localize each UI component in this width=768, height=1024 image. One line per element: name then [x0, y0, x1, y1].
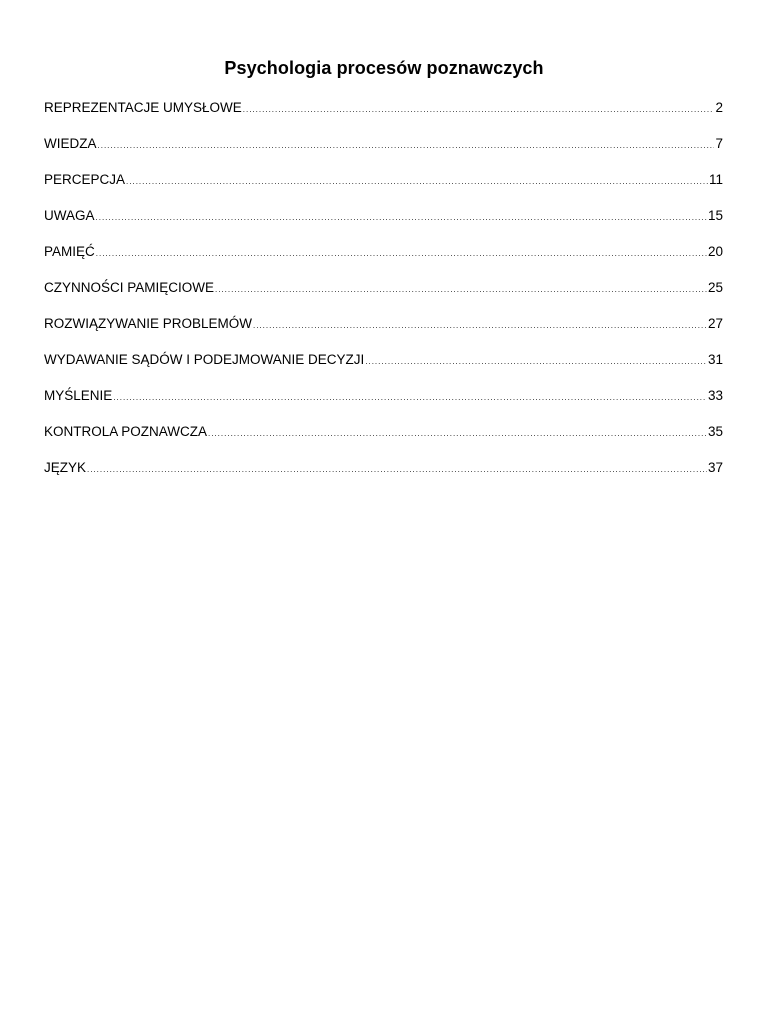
dot-leader — [208, 424, 707, 444]
dot-leader — [253, 316, 707, 336]
toc-entry[interactable] — [44, 350, 723, 386]
toc-entry-label: REPREZENTACJE UMYSŁOWE — [44, 100, 242, 115]
toc-entry-page-number: 27 — [707, 316, 723, 331]
dot-leader — [96, 244, 707, 264]
dot-leader — [126, 172, 708, 192]
toc-entry-page-number: 25 — [707, 280, 723, 295]
dot-leader — [98, 136, 715, 156]
toc-entry-label: MYŚLENIE — [44, 388, 113, 403]
toc-entry-page-number: 2 — [715, 100, 723, 115]
toc-entry-page-number: 20 — [707, 244, 723, 259]
page-title: Psychologia procesów poznawczych — [224, 58, 544, 78]
toc-entry[interactable] — [44, 458, 723, 494]
toc-entry[interactable] — [44, 206, 723, 242]
toc-entry[interactable] — [44, 134, 723, 170]
toc-entry-label: WYDAWANIE SĄDÓW I PODEJMOWANIE DECYZJI — [44, 352, 365, 367]
dot-leader — [96, 208, 707, 228]
toc-entry-page-number: 37 — [707, 460, 723, 475]
dot-leader — [365, 352, 707, 372]
toc-entry-page-number: 31 — [707, 352, 723, 367]
toc-entry[interactable] — [44, 422, 723, 458]
toc-entry-page-number: 7 — [715, 136, 723, 151]
table-of-contents — [44, 98, 723, 494]
toc-entry[interactable] — [44, 314, 723, 350]
toc-entry-page-number: 11 — [708, 172, 723, 187]
toc-entry-page-number: 35 — [707, 424, 723, 439]
toc-entry-page-number: 33 — [707, 388, 723, 403]
toc-entry[interactable] — [44, 170, 723, 206]
toc-entry-label: WIEDZA — [44, 136, 97, 151]
toc-entry-label: UWAGA — [44, 208, 95, 223]
toc-entry-label: PERCEPCJA — [44, 172, 126, 187]
toc-entry-label: ROZWIĄZYWANIE PROBLEMÓW — [44, 316, 253, 331]
toc-entry-label: PAMIĘĆ — [44, 244, 95, 259]
dot-leader — [87, 460, 707, 480]
dot-leader — [215, 280, 707, 300]
toc-entry-label: KONTROLA POZNAWCZA — [44, 424, 208, 439]
dot-leader — [243, 100, 715, 120]
toc-entry-label: CZYNNOŚCI PAMIĘCIOWE — [44, 280, 215, 295]
toc-entry-label: JĘZYK — [44, 460, 87, 475]
toc-entry[interactable] — [44, 278, 723, 314]
toc-entry[interactable] — [44, 386, 723, 422]
dot-leader — [113, 388, 707, 408]
toc-entry[interactable] — [44, 98, 723, 134]
toc-entry-page-number: 15 — [707, 208, 723, 223]
toc-entry[interactable] — [44, 242, 723, 278]
